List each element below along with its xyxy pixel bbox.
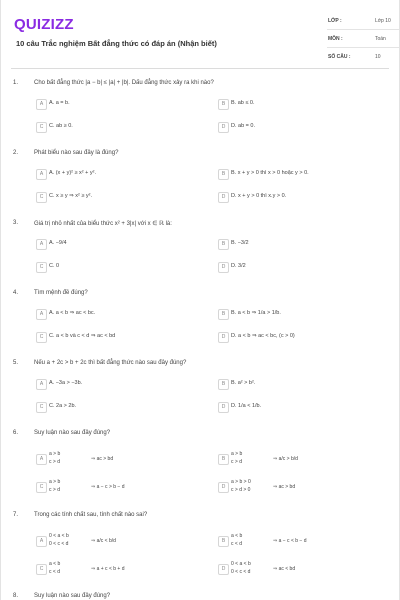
option-letter: C — [36, 482, 47, 493]
option-letter: D — [218, 332, 229, 343]
option-text: A. a < b ⇒ ac < bc. — [49, 310, 96, 316]
meta-value: Lớp 10 — [375, 18, 391, 24]
meta-value: Toán — [375, 36, 386, 42]
q2-option-b[interactable] — [218, 169, 358, 179]
option-letter: A — [36, 309, 47, 320]
option-letter: A — [36, 169, 47, 180]
option-letter: A — [36, 99, 47, 110]
option-letter: D — [218, 262, 229, 273]
option-text: a > b c > d — [49, 451, 61, 465]
q3-option-c[interactable] — [36, 262, 176, 272]
q4-option-d[interactable] — [218, 332, 358, 342]
q1-option-a[interactable] — [36, 99, 176, 109]
option-text: a > b c > d — [231, 451, 243, 465]
option-letter: B — [218, 169, 229, 180]
option-letter: C — [36, 402, 47, 413]
option-text: 0 < a < b 0 < c < d — [231, 561, 251, 575]
option-letter: C — [36, 192, 47, 203]
option-letter: C — [36, 122, 47, 133]
q3-option-a[interactable] — [36, 239, 176, 249]
option-text: a < b c < d — [49, 561, 61, 575]
option-letter: A — [36, 239, 47, 250]
option-letter: C — [36, 262, 47, 273]
option-letter: B — [218, 536, 229, 547]
question-text: Giá trị nhỏ nhất của biểu thức x² + 3|x| với x ∈ ℝ là: — [34, 221, 172, 227]
option-letter: D — [218, 564, 229, 575]
q5-option-d[interactable] — [218, 402, 358, 412]
question-text: Tìm mệnh đề đúng? — [34, 290, 88, 296]
worksheet-title: 10 câu Trắc nghiệm Bất đẳng thức có đáp án (Nhận biết) — [16, 39, 217, 48]
option-text: a < b c < d — [231, 533, 243, 547]
option-text: A. −3a > −3b. — [49, 380, 83, 386]
q3-option-b[interactable] — [218, 239, 358, 249]
option-letter: B — [218, 239, 229, 250]
option-conclusion: ⇒ a/c > b/d — [273, 456, 298, 462]
q2-option-c[interactable] — [36, 192, 176, 202]
option-letter: D — [218, 122, 229, 133]
option-text: C. ab ≥ 0. — [49, 123, 73, 129]
option-conclusion: ⇒ a − c < b − d — [273, 538, 307, 544]
option-text: D. 1/a < 1/b. — [231, 403, 262, 409]
q7-option-a[interactable] — [36, 532, 176, 550]
option-letter: A — [36, 454, 47, 465]
meta-row-class — [327, 12, 399, 30]
option-text: C. 0 — [49, 263, 60, 269]
q1-option-d[interactable] — [218, 122, 358, 132]
q6-option-b[interactable] — [218, 450, 358, 468]
q4-option-c[interactable] — [36, 332, 176, 342]
q1-option-c[interactable] — [36, 122, 176, 132]
question-text: Phát biểu nào sau đây là đúng? — [34, 150, 119, 156]
option-letter: C — [36, 564, 47, 575]
option-text: B. a < b ⇒ 1/a > 1/b. — [231, 310, 281, 316]
meta-table — [327, 12, 399, 65]
option-text: C. 2a > 2b. — [49, 403, 77, 409]
option-conclusion: ⇒ a − c > b − d — [91, 484, 125, 490]
option-letter: B — [218, 379, 229, 390]
quizizz-logo: QUIZIZZ — [14, 16, 74, 33]
question-text: Nếu a + 2c > b + 2c thì bất đẳng thức nào sau đây đúng? — [34, 360, 187, 366]
q5-option-b[interactable] — [218, 379, 358, 389]
option-letter: B — [218, 99, 229, 110]
option-conclusion: ⇒ ac > bd — [273, 484, 296, 490]
option-text: D. 3/2 — [231, 263, 246, 269]
option-text: a > b > 0 c > d > 0 — [231, 479, 251, 493]
question-text: Suy luận nào sau đây đúng? — [34, 593, 111, 599]
option-text: B. −3/2 — [231, 240, 249, 246]
option-letter: D — [218, 482, 229, 493]
option-text: A. (x + y)² ≥ x² + y². — [49, 170, 97, 176]
question-number: 5. — [13, 360, 19, 366]
option-conclusion: ⇒ a/c < b/d — [91, 538, 116, 544]
q6-option-d[interactable] — [218, 478, 358, 496]
q7-option-c[interactable] — [36, 560, 176, 578]
option-text: C. x ≥ y ⇒ x² ≥ y². — [49, 193, 93, 199]
option-text: B. ab ≤ 0. — [231, 100, 255, 106]
q7-option-b[interactable] — [218, 532, 358, 550]
option-text: a > b c > d — [49, 479, 61, 493]
option-letter: B — [218, 309, 229, 320]
question-number: 2. — [13, 150, 19, 156]
question-text: Suy luận nào sau đây đúng? — [34, 430, 111, 436]
question-number: 1. — [13, 80, 19, 86]
question-number: 8. — [13, 593, 19, 599]
worksheet-header — [11, 8, 391, 68]
meta-row-subject — [327, 30, 399, 48]
question-number: 3. — [13, 220, 19, 226]
option-letter: A — [36, 536, 47, 547]
option-text: B. x + y > 0 thì x > 0 hoặc y > 0. — [231, 170, 309, 176]
option-letter: D — [218, 402, 229, 413]
q6-option-a[interactable] — [36, 450, 176, 468]
option-text: 0 < a < b 0 < c < d — [49, 533, 69, 547]
q4-option-a[interactable] — [36, 309, 176, 319]
option-conclusion: ⇒ ac < bd — [273, 566, 296, 572]
q2-option-a[interactable] — [36, 169, 176, 179]
option-letter: B — [218, 454, 229, 465]
option-text: D. a < b ⇒ ac < bc, (c > 0) — [231, 333, 295, 339]
option-text: A. a = b. — [49, 100, 70, 106]
q2-option-d[interactable] — [218, 192, 358, 202]
meta-key: MÔN : — [328, 36, 343, 42]
option-letter: D — [218, 192, 229, 203]
header-divider — [11, 68, 389, 69]
q5-option-c[interactable] — [36, 402, 176, 412]
option-letter: A — [36, 379, 47, 390]
q4-option-b[interactable] — [218, 309, 358, 319]
option-text: D. ab = 0. — [231, 123, 256, 129]
option-text: B. a² > b². — [231, 380, 256, 386]
q1-option-b[interactable] — [218, 99, 358, 109]
option-conclusion: ⇒ ac > bd — [91, 456, 114, 462]
q3-option-d[interactable] — [218, 262, 358, 272]
q6-option-c[interactable] — [36, 478, 176, 496]
option-text: A. −9/4 — [49, 240, 67, 246]
meta-key: SỐ CÂU : — [328, 54, 351, 60]
option-text: D. x + y > 0 thì x.y > 0. — [231, 193, 287, 199]
option-conclusion: ⇒ a + c < b + d — [91, 566, 125, 572]
question-number: 4. — [13, 290, 19, 296]
question-text: Cho bất đẳng thức |a − b| ≤ |a| + |b|. Dấu đẳng thức xảy ra khi nào? — [34, 80, 214, 86]
meta-key: LỚP : — [328, 18, 342, 24]
option-letter: C — [36, 332, 47, 343]
q5-option-a[interactable] — [36, 379, 176, 389]
option-text: C. a < b và c < d ⇒ ac < bd — [49, 333, 116, 339]
question-text: Trong các tính chất sau, tính chất nào sai? — [34, 512, 148, 518]
question-number: 6. — [13, 430, 19, 436]
meta-row-count — [327, 48, 399, 65]
meta-value: 10 — [375, 54, 381, 60]
question-number: 7. — [13, 512, 19, 518]
q7-option-d[interactable] — [218, 560, 358, 578]
